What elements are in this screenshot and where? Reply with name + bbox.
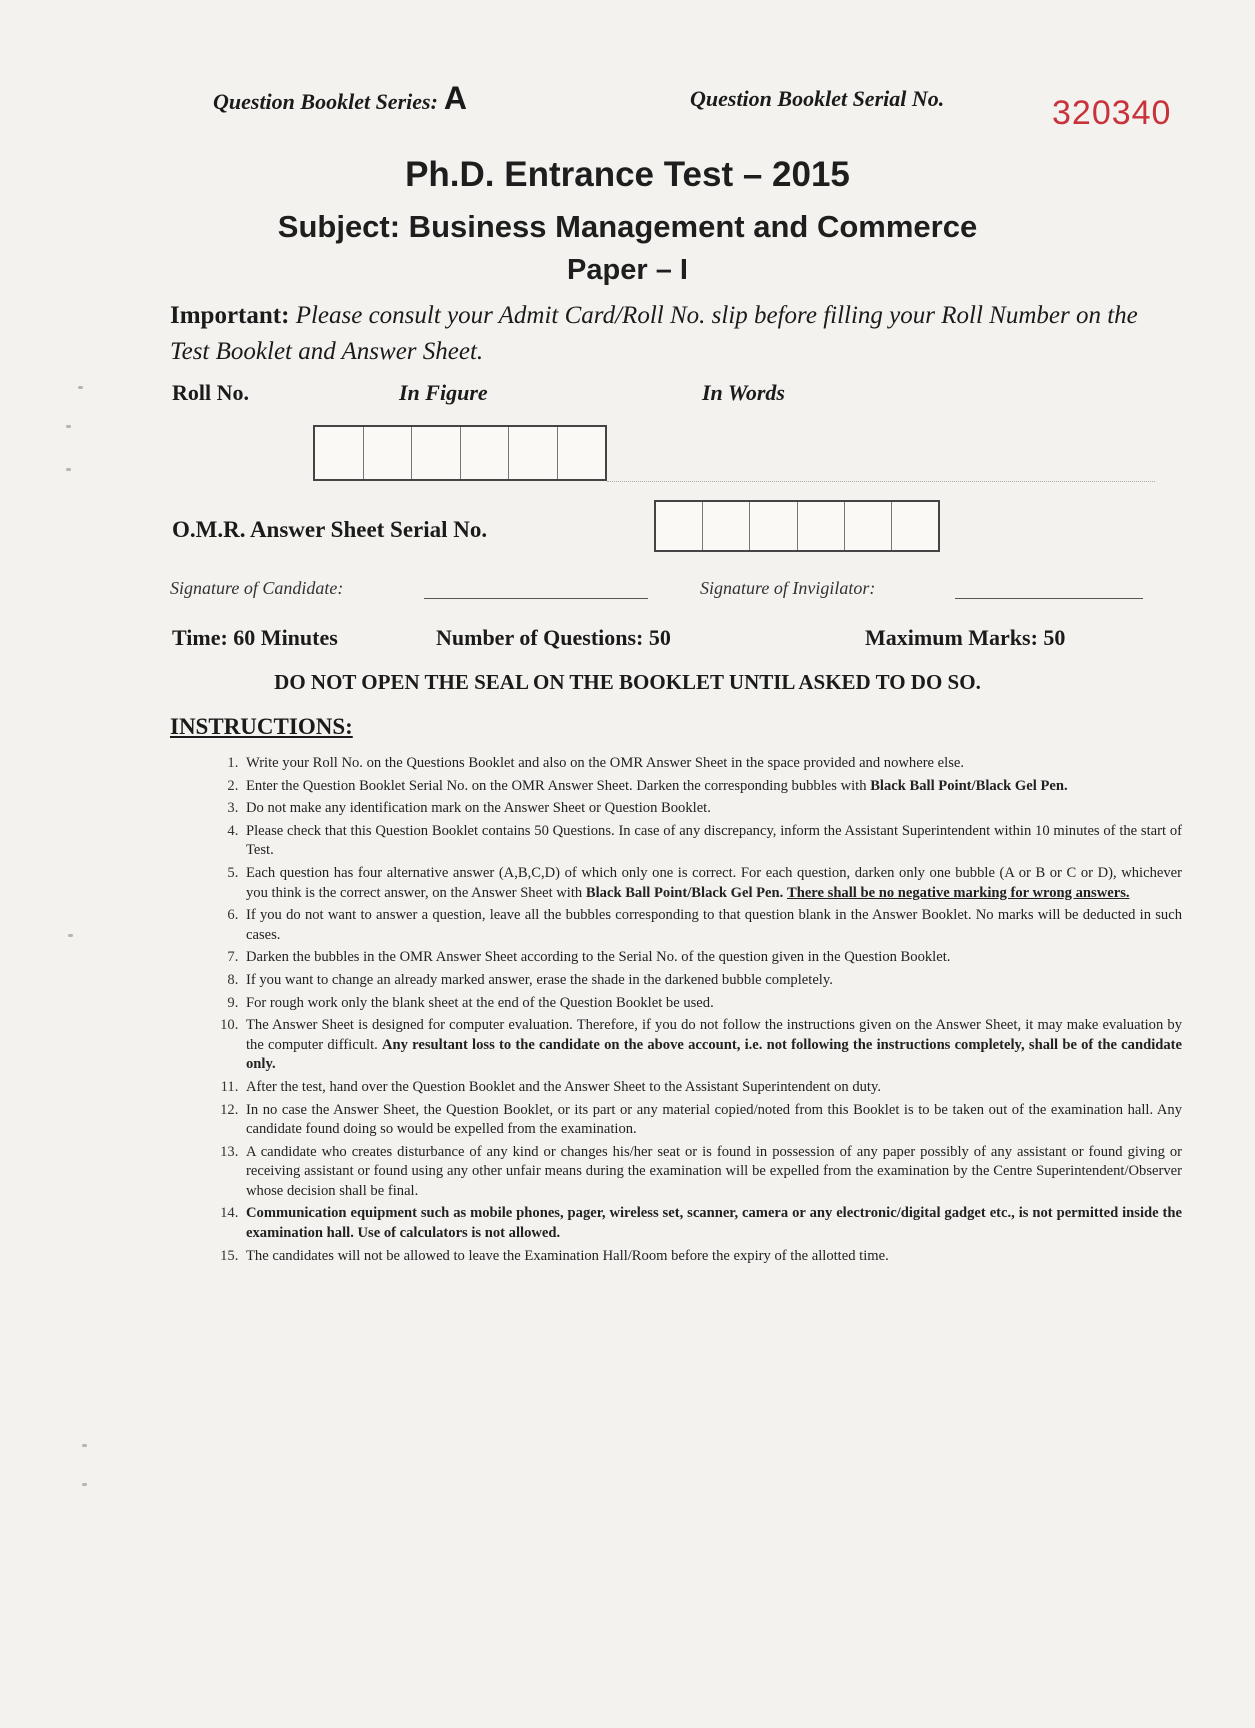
instructions-heading: INSTRUCTIONS:: [170, 714, 353, 739]
roll-words-line[interactable]: [607, 481, 1155, 482]
serial-number: 320340: [1052, 94, 1172, 132]
scan-speck: [66, 425, 71, 428]
instruction-item: 11. After the test, hand over the Question Booklet and the Answer Sheet to the Assistant Superintendent on duty.: [242, 1078, 1182, 1098]
digit-box[interactable]: [892, 502, 938, 550]
instruction-item: 7. Darken the bubbles in the OMR Answer Sheet according to the Serial No. of the question given in the Question Booklet.: [242, 948, 1182, 968]
digit-box[interactable]: [461, 427, 510, 479]
instruction-item: 4. Please check that this Question Booklet contains 50 Questions. In case of any discrepancy, inform the Assistant Superintendent within 10 minutes of the start of Test.: [242, 822, 1182, 861]
invigilator-signature-label: Signature of Invigilator:: [700, 578, 876, 598]
important-note: [170, 298, 1170, 370]
page-title: Ph.D. Entrance Test – 2015: [405, 155, 850, 194]
digit-box[interactable]: [845, 502, 892, 550]
digit-box[interactable]: [509, 427, 558, 479]
digit-box[interactable]: [656, 502, 703, 550]
in-figure-label: In Figure: [399, 380, 488, 405]
subject-title: Subject: Business Management and Commerce: [277, 209, 978, 244]
instruction-item: 2. Enter the Question Booklet Serial No. on the OMR Answer Sheet. Darken the corresponding bubbles with Black Ball Point/Black Gel Pen.: [242, 777, 1182, 797]
digit-box[interactable]: [558, 427, 606, 479]
series-label: Question Booklet Series:: [213, 89, 438, 114]
roll-number-boxes[interactable]: [313, 425, 607, 481]
omr-label: O.M.R. Answer Sheet Serial No.: [172, 517, 488, 542]
candidate-signature-label: Signature of Candidate:: [170, 578, 344, 598]
serial-label: Question Booklet Serial No.: [690, 86, 945, 111]
in-words-label: In Words: [702, 380, 785, 405]
digit-box[interactable]: [750, 502, 797, 550]
roll-label: Roll No.: [172, 380, 249, 405]
digit-box[interactable]: [412, 427, 461, 479]
time-info: Time: 60 Minutes: [172, 625, 338, 650]
series-label-group: [213, 80, 467, 117]
seal-warning: DO NOT OPEN THE SEAL ON THE BOOKLET UNTIL ASKED TO DO SO.: [274, 670, 981, 694]
instruction-item: 3. Do not make any identification mark on the Answer Sheet or Question Booklet.: [242, 799, 1182, 819]
instruction-item: 5. Each question has four alternative answer (A,B,C,D) of which only one is correct. For each question, darken only one bubble (A or B or C or D), whichever you think is the correct answer, on the Answer Sheet with Black Ball Point/Black Gel Pen. There shall be no negative marking for wrong answers.: [242, 864, 1182, 903]
digit-box[interactable]: [703, 502, 750, 550]
instruction-item: 1. Write your Roll No. on the Questions Booklet and also on the OMR Answer Sheet in the space provided and nowhere else.: [242, 754, 1182, 774]
digit-box[interactable]: [364, 427, 413, 479]
important-label: Important:: [170, 302, 290, 329]
important-text: Please consult your Admit Card/Roll No. slip before filling your Roll Number on the Test Booklet and Answer Sheet.: [170, 302, 1138, 365]
instruction-item: 13. A candidate who creates disturbance of any kind or changes his/her seat or is found in possession of any paper possibly of any assistant or found giving or receiving assistant or found using any other unfair means during the examination will be expelled from the examination by the Centre Superintendent/Observer whose decision shall be final.: [242, 1143, 1182, 1202]
omr-serial-boxes[interactable]: [654, 500, 940, 552]
scan-speck: [66, 468, 71, 471]
candidate-signature-line[interactable]: [424, 598, 648, 599]
marks-info: Maximum Marks: 50: [865, 625, 1066, 650]
scan-speck: [82, 1483, 87, 1486]
instructions-list: [212, 754, 1182, 1269]
instruction-item: 12. In no case the Answer Sheet, the Question Booklet, or its part or any material copied/noted from this Booklet is to be taken out of the examination hall. Any candidate found doing so would be expelled from the examination.: [242, 1101, 1182, 1140]
instruction-item: 6. If you do not want to answer a question, leave all the bubbles corresponding to that question blank in the Answer Booklet. No marks will be deducted in such cases.: [242, 906, 1182, 945]
instruction-item: 10. The Answer Sheet is designed for computer evaluation. Therefore, if you do not follow the instructions given on the Answer Sheet, it may make evaluation by the computer difficult. Any resultant loss to the candidate on the above account, i.e. not following the instructions completely, shall be of the candidate only.: [242, 1016, 1182, 1075]
scan-speck: [82, 1444, 87, 1447]
instruction-item: 9. For rough work only the blank sheet at the end of the Question Booklet be used.: [242, 994, 1182, 1014]
digit-box[interactable]: [315, 427, 364, 479]
invigilator-signature-line[interactable]: [955, 598, 1143, 599]
scan-speck: [78, 386, 83, 389]
instruction-item: 8. If you want to change an already marked answer, erase the shade in the darkened bubble completely.: [242, 971, 1182, 991]
instruction-item: 14. Communication equipment such as mobile phones, pager, wireless set, scanner, camera or any electronic/digital gadget etc., is not permitted inside the examination hall. Use of calculators is not allowed.: [242, 1204, 1182, 1243]
instruction-item: 15. The candidates will not be allowed to leave the Examination Hall/Room before the expiry of the allotted time.: [242, 1247, 1182, 1267]
scan-speck: [68, 934, 73, 937]
questions-info: Number of Questions: 50: [436, 625, 671, 650]
series-value: A: [443, 80, 468, 116]
digit-box[interactable]: [798, 502, 845, 550]
paper-title: Paper – I: [567, 254, 688, 286]
